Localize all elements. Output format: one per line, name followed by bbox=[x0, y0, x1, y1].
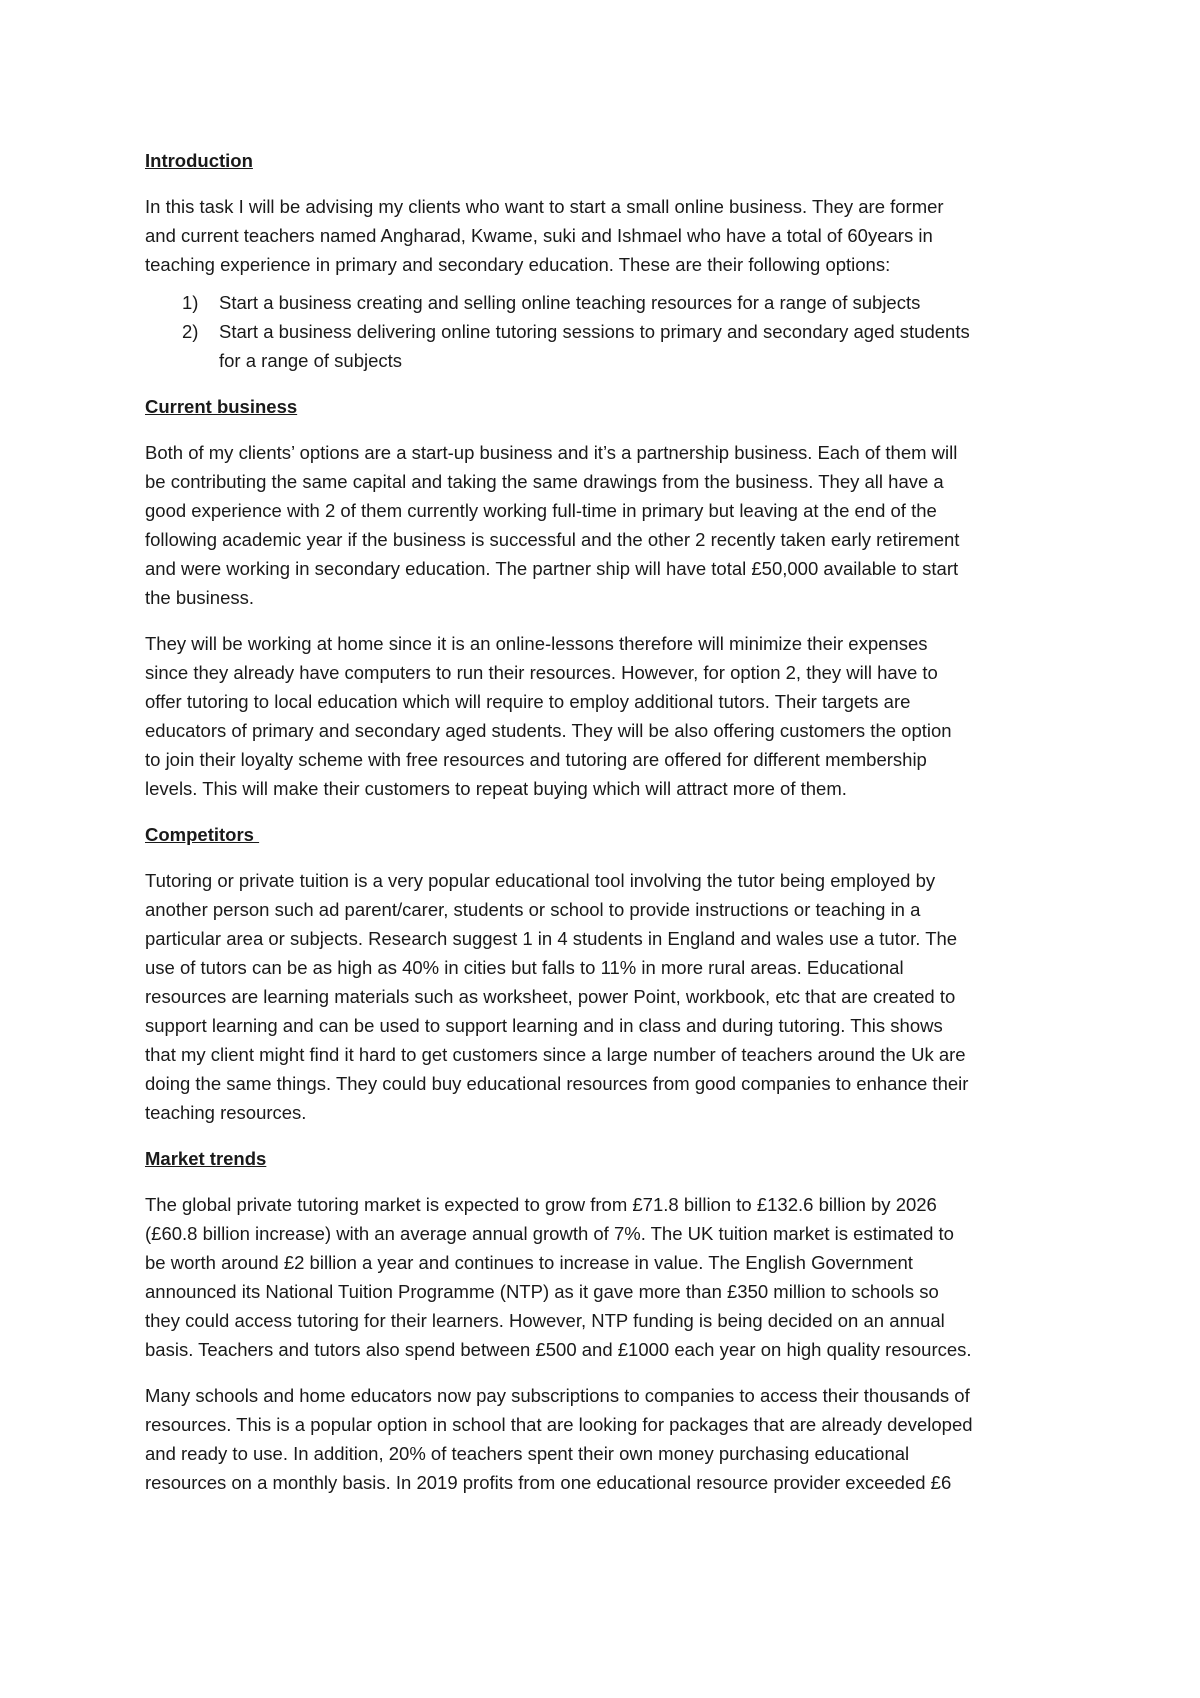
heading-current-business: Current business bbox=[145, 396, 298, 417]
text-line: basis. Teachers and tutors also spend between £500 and £1000 each year on high quality resources. bbox=[145, 1339, 972, 1360]
text-line: They will be working at home since it is an online-lessons therefore will minimize their expenses bbox=[145, 633, 928, 654]
text-line: doing the same things. They could buy educational resources from good companies to enhance their bbox=[145, 1073, 969, 1094]
paragraph-introduction bbox=[145, 192, 1065, 279]
text-line: In this task I will be advising my clients who want to start a small online business. They are former bbox=[145, 196, 944, 217]
text-line: since they already have computers to run their resources. However, for option 2, they will have to bbox=[145, 662, 938, 683]
text-line: (£60.8 billion increase) with an average annual growth of 7%. The UK tuition market is estimated to bbox=[145, 1223, 954, 1244]
paragraph-current-business-2 bbox=[145, 629, 1065, 803]
text-line: Both of my clients’ options are a start-up business and it’s a partnership business. Each of them will bbox=[145, 442, 958, 463]
text-line: use of tutors can be as high as 40% in cities but falls to 11% in more rural areas. Educational bbox=[145, 957, 904, 978]
text-line: levels. This will make their customers to repeat buying which will attract more of them. bbox=[145, 778, 847, 799]
text-line: Many schools and home educators now pay subscriptions to companies to access their thousands of bbox=[145, 1385, 970, 1406]
text-line: Start a business creating and selling online teaching resources for a range of subjects bbox=[219, 292, 921, 313]
options-list bbox=[145, 288, 1065, 375]
text-line: and were working in secondary education. The partner ship will have total £50,000 available to start bbox=[145, 558, 959, 579]
heading-introduction: Introduction bbox=[145, 150, 253, 171]
text-line: be worth around £2 billion a year and continues to increase in value. The English Government bbox=[145, 1252, 913, 1273]
text-line: and ready to use. In addition, 20% of teachers spent their own money purchasing educational bbox=[145, 1443, 910, 1464]
text-line: resources. This is a popular option in school that are looking for packages that are already developed bbox=[145, 1414, 973, 1435]
text-line: that my client might find it hard to get customers since a large number of teachers around the Uk are bbox=[145, 1044, 966, 1065]
text-line: The global private tutoring market is expected to grow from £71.8 billion to £132.6 billion by 2026 bbox=[145, 1194, 937, 1215]
list-item bbox=[145, 317, 1065, 375]
text-line: educators of primary and secondary aged students. They will be also offering customers the option bbox=[145, 720, 952, 741]
text-line: resources on a monthly basis. In 2019 profits from one educational resource provider exceeded £6 bbox=[145, 1472, 952, 1493]
list-number: 2) bbox=[182, 321, 199, 342]
text-line: support learning and can be used to support learning and in class and during tutoring. This shows bbox=[145, 1015, 943, 1036]
heading-market-trends: Market trends bbox=[145, 1148, 267, 1169]
text-line: particular area or subjects. Research suggest 1 in 4 students in England and wales use a tutor. The bbox=[145, 928, 958, 949]
document-page bbox=[145, 146, 1065, 1514]
text-line: another person such ad parent/carer, students or school to provide instructions or teaching in a bbox=[145, 899, 921, 920]
text-line: offer tutoring to local education which will require to employ additional tutors. Their targets are bbox=[145, 691, 911, 712]
list-number: 1) bbox=[182, 292, 199, 313]
paragraph-current-business-1 bbox=[145, 438, 1065, 612]
text-line: good experience with 2 of them currently working full-time in primary but leaving at the end of the bbox=[145, 500, 937, 521]
text-line: announced its National Tuition Programme (NTP) as it gave more than £350 million to schools so bbox=[145, 1281, 939, 1302]
text-line: and current teachers named Angharad, Kwame, suki and Ishmael who have a total of 60years in bbox=[145, 225, 933, 246]
text-line: teaching resources. bbox=[145, 1102, 307, 1123]
text-line: Tutoring or private tuition is a very popular educational tool involving the tutor being employed by bbox=[145, 870, 936, 891]
heading-competitors: Competitors bbox=[145, 824, 260, 845]
text-line: the business. bbox=[145, 587, 255, 608]
text-line: they could access tutoring for their learners. However, NTP funding is being decided on an annual bbox=[145, 1310, 945, 1331]
paragraph-market-trends-2 bbox=[145, 1381, 1065, 1497]
text-line: following academic year if the business is successful and the other 2 recently taken early retirement bbox=[145, 529, 960, 550]
text-line: for a range of subjects bbox=[219, 350, 403, 371]
text-line: teaching experience in primary and secondary education. These are their following options: bbox=[145, 254, 891, 275]
text-line: Start a business delivering online tutoring sessions to primary and secondary aged students bbox=[219, 321, 970, 342]
text-line: to join their loyalty scheme with free resources and tutoring are offered for different membership bbox=[145, 749, 927, 770]
text-line: resources are learning materials such as worksheet, power Point, workbook, etc that are created to bbox=[145, 986, 956, 1007]
list-item bbox=[145, 288, 1065, 317]
text-line: be contributing the same capital and taking the same drawings from the business. They all have a bbox=[145, 471, 944, 492]
paragraph-market-trends-1 bbox=[145, 1190, 1065, 1364]
paragraph-competitors bbox=[145, 866, 1065, 1127]
